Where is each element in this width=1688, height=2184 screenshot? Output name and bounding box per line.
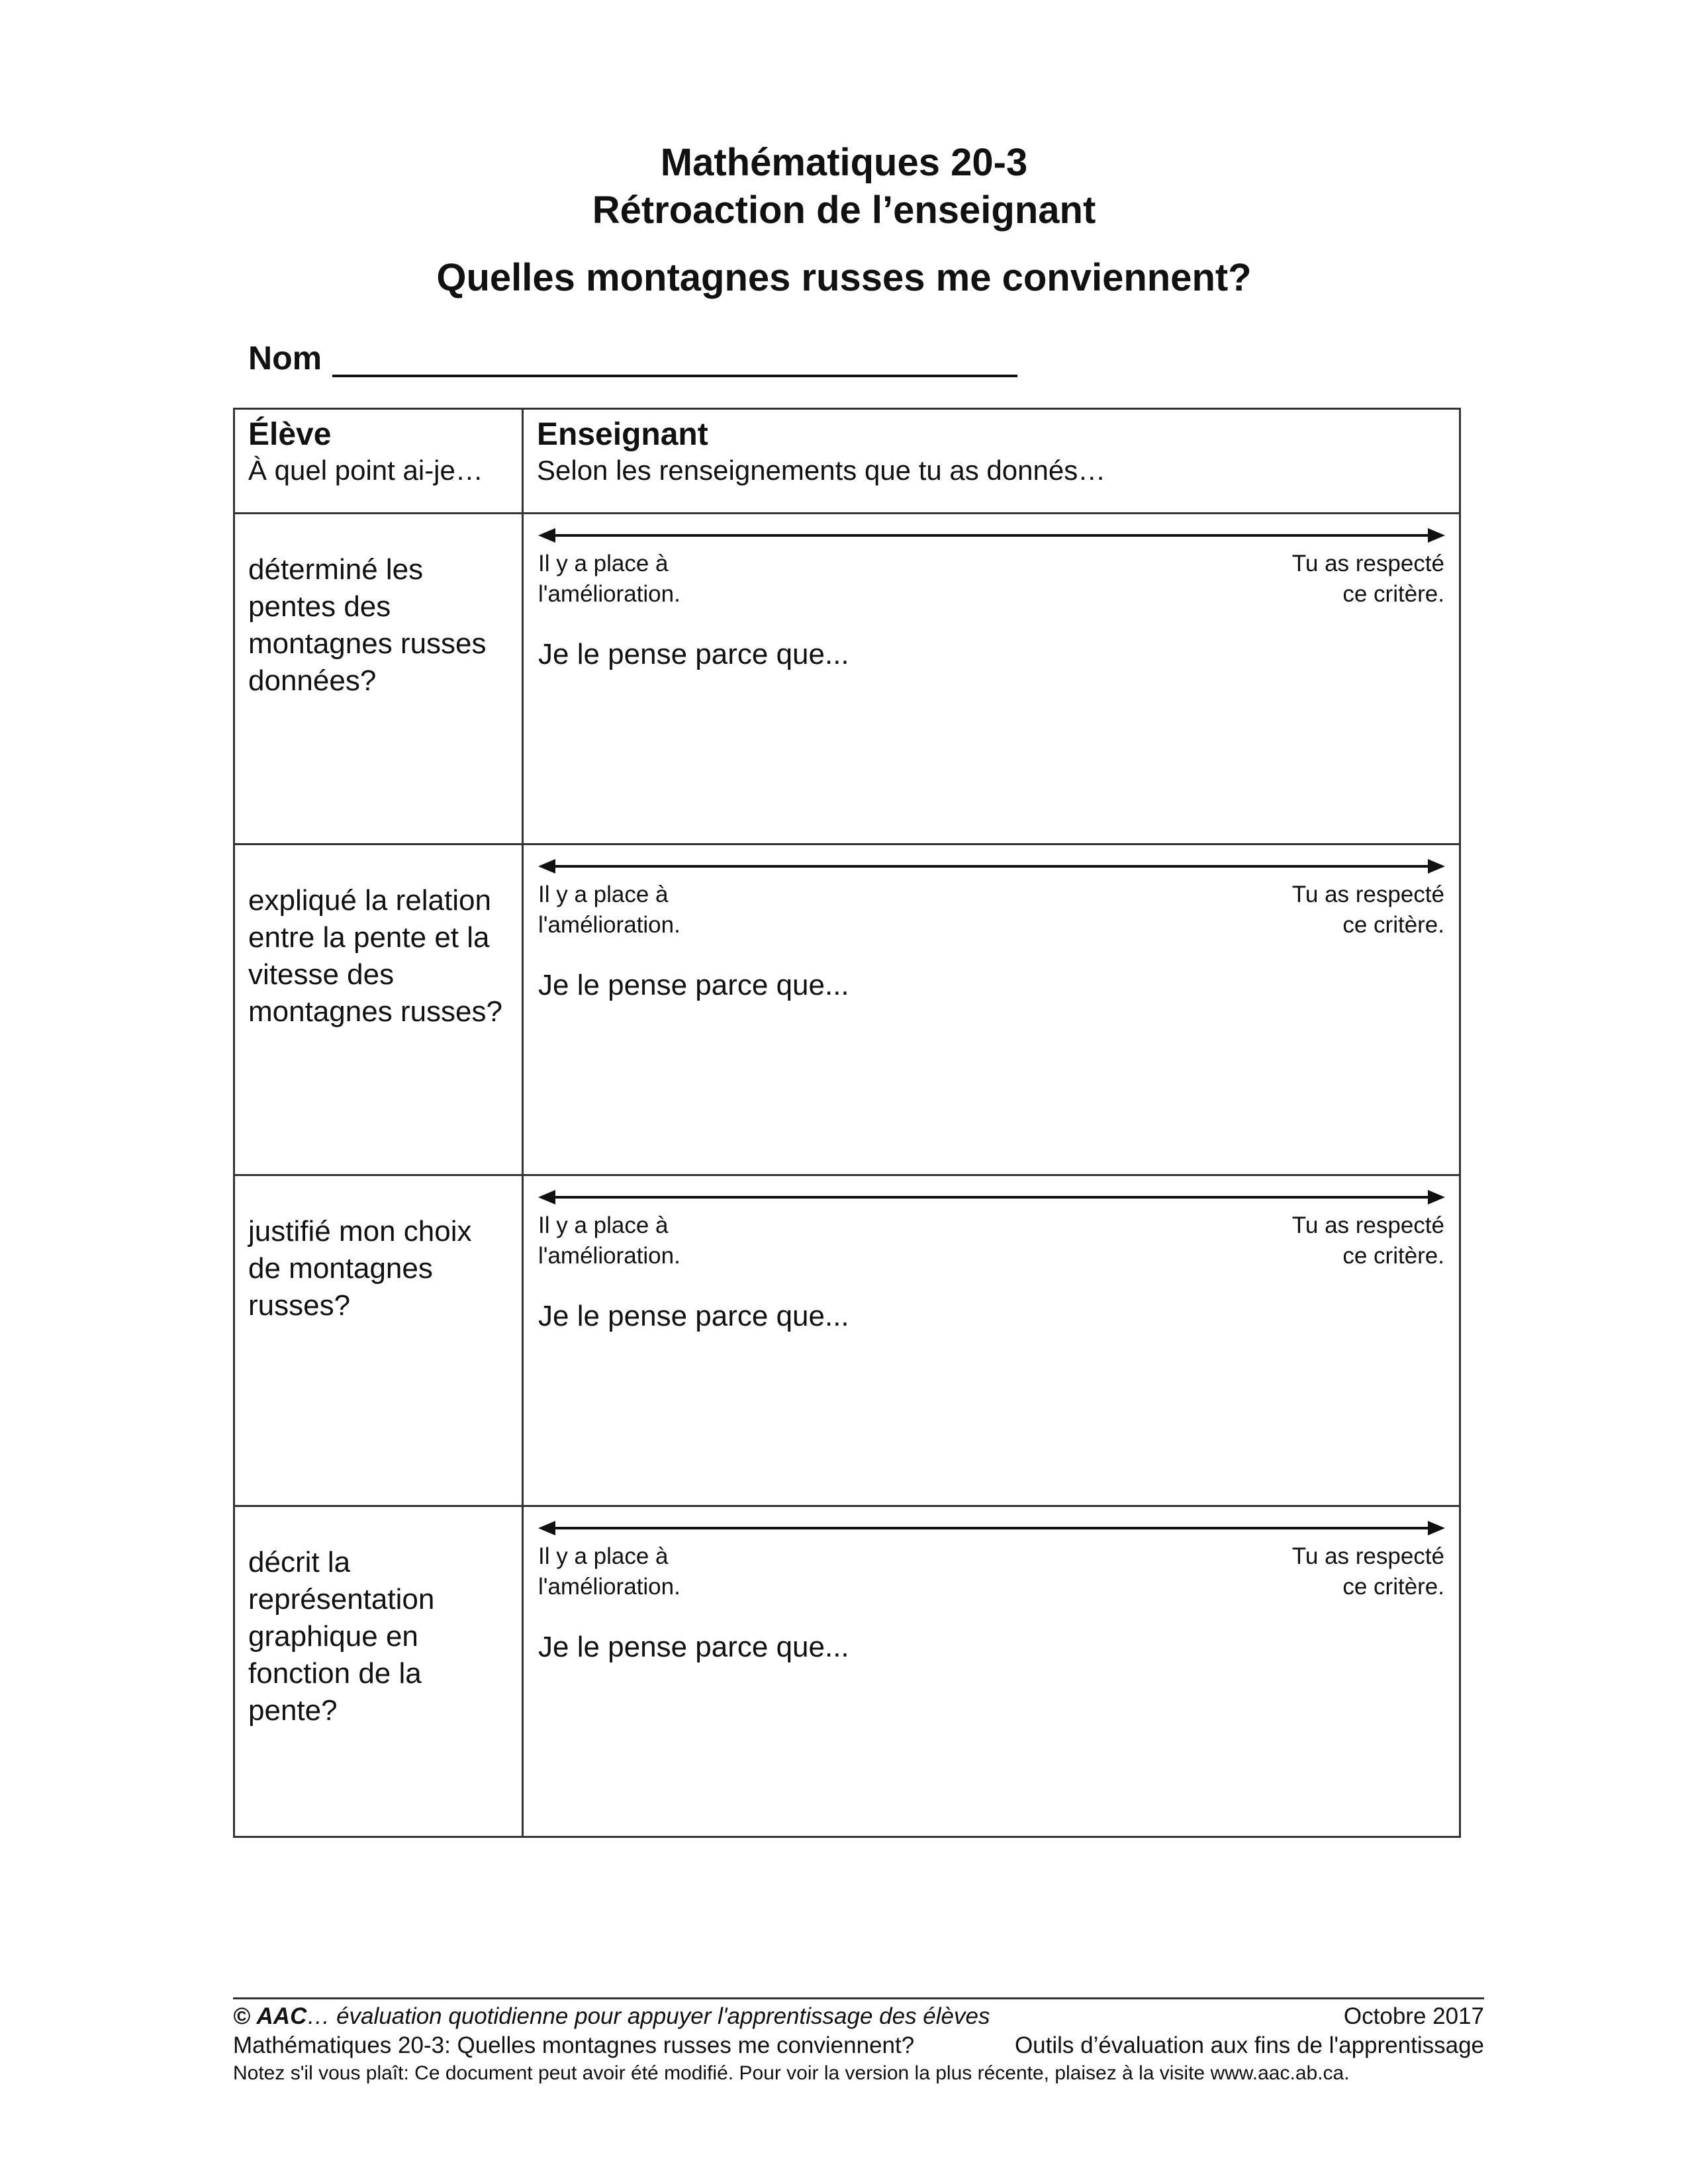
footer-note: Notez s'il vous plaît: Ce document peut avoir été modifié. Pour voir la version la plus récente, plaisez à la visite www.aac.ab.ca.	[233, 2062, 1350, 2084]
document-header	[0, 139, 1688, 302]
criterion-cell	[234, 1175, 523, 1506]
page-footer	[233, 1997, 1484, 2087]
footer-doc-title: Mathématiques 20-3: Quelles montagnes russes me conviennent?	[233, 2032, 915, 2058]
criterion-row	[234, 514, 1460, 844]
brand-tagline: … évaluation quotidienne pour appuyer l'apprentissage des élèves	[306, 2003, 990, 2029]
scale-labels	[538, 1210, 1444, 1271]
teacher-feedback-cell[interactable]	[523, 1175, 1460, 1506]
scale-labels	[538, 1541, 1444, 1602]
because-prompt: Je le pense parce que...	[538, 1631, 849, 1663]
scale-right-label: Tu as respecté ce critère.	[1291, 1543, 1444, 1600]
teacher-feedback-cell[interactable]	[523, 844, 1460, 1175]
name-row	[248, 339, 1017, 377]
criterion-row	[234, 1506, 1460, 1837]
because-prompt: Je le pense parce que...	[538, 638, 849, 670]
criterion-cell	[234, 844, 523, 1175]
name-label: Nom	[248, 340, 322, 377]
double-arrow-scale	[538, 853, 1445, 880]
teacher-header-cell	[523, 409, 1460, 514]
criterion-text: décrit la représentation graphique en fonction de la pente?	[248, 1546, 435, 1727]
teacher-feedback-cell[interactable]	[523, 1506, 1460, 1837]
criterion-cell	[234, 514, 523, 844]
table-header-row	[234, 409, 1460, 514]
footer-collection: Outils d’évaluation aux fins de l'apprentissage	[1014, 2032, 1484, 2058]
teacher-header: Enseignant	[537, 417, 708, 452]
student-header-cell	[234, 409, 523, 514]
criterion-row	[234, 1175, 1460, 1506]
footer-date: Octobre 2017	[1343, 2003, 1484, 2029]
feedback-title: Rétroaction de l’enseignant	[592, 189, 1096, 232]
course-title: Mathématiques 20-3	[660, 141, 1028, 184]
criterion-text: expliqué la relation entre la pente et la vitesse des montagnes russes?	[248, 884, 502, 1028]
scale-left-label: Il y a place à l'amélioration.	[538, 1543, 680, 1600]
scale-right-label: Tu as respecté ce critère.	[1291, 551, 1444, 607]
footer-attribution	[233, 2002, 990, 2031]
scale-labels	[538, 880, 1444, 940]
brand-name: AAC	[256, 2003, 307, 2029]
teacher-subheader: Selon les renseignements que tu as donnés…	[537, 455, 1106, 486]
student-header: Élève	[248, 417, 332, 452]
scale-left-label: Il y a place à l'amélioration.	[538, 551, 680, 607]
footer-line-1	[233, 2002, 1484, 2031]
criterion-text: déterminé les pentes des montagnes russes données?	[248, 553, 487, 697]
feedback-table	[233, 408, 1461, 1838]
because-prompt: Je le pense parce que...	[538, 1300, 849, 1332]
name-blank-line[interactable]	[332, 344, 1017, 377]
scale-labels	[538, 549, 1444, 610]
task-title: Quelles montagnes russes me conviennent?	[436, 256, 1252, 299]
criterion-row	[234, 844, 1460, 1175]
double-arrow-scale	[538, 1184, 1445, 1210]
scale-right-label: Tu as respecté ce critère.	[1291, 1212, 1444, 1269]
teacher-feedback-cell[interactable]	[523, 514, 1460, 844]
student-subheader: À quel point ai-je…	[248, 455, 483, 486]
criterion-cell	[234, 1506, 523, 1837]
criterion-text: justifié mon choix de montagnes russes?	[248, 1215, 472, 1322]
scale-left-label: Il y a place à l'amélioration.	[538, 1212, 680, 1269]
footer-line-2	[233, 2031, 1484, 2060]
double-arrow-scale	[538, 522, 1445, 549]
copyright-symbol: ©	[233, 2003, 250, 2029]
scale-left-label: Il y a place à l'amélioration.	[538, 882, 680, 938]
because-prompt: Je le pense parce que...	[538, 969, 849, 1001]
scale-right-label: Tu as respecté ce critère.	[1291, 882, 1444, 938]
double-arrow-scale	[538, 1515, 1445, 1541]
